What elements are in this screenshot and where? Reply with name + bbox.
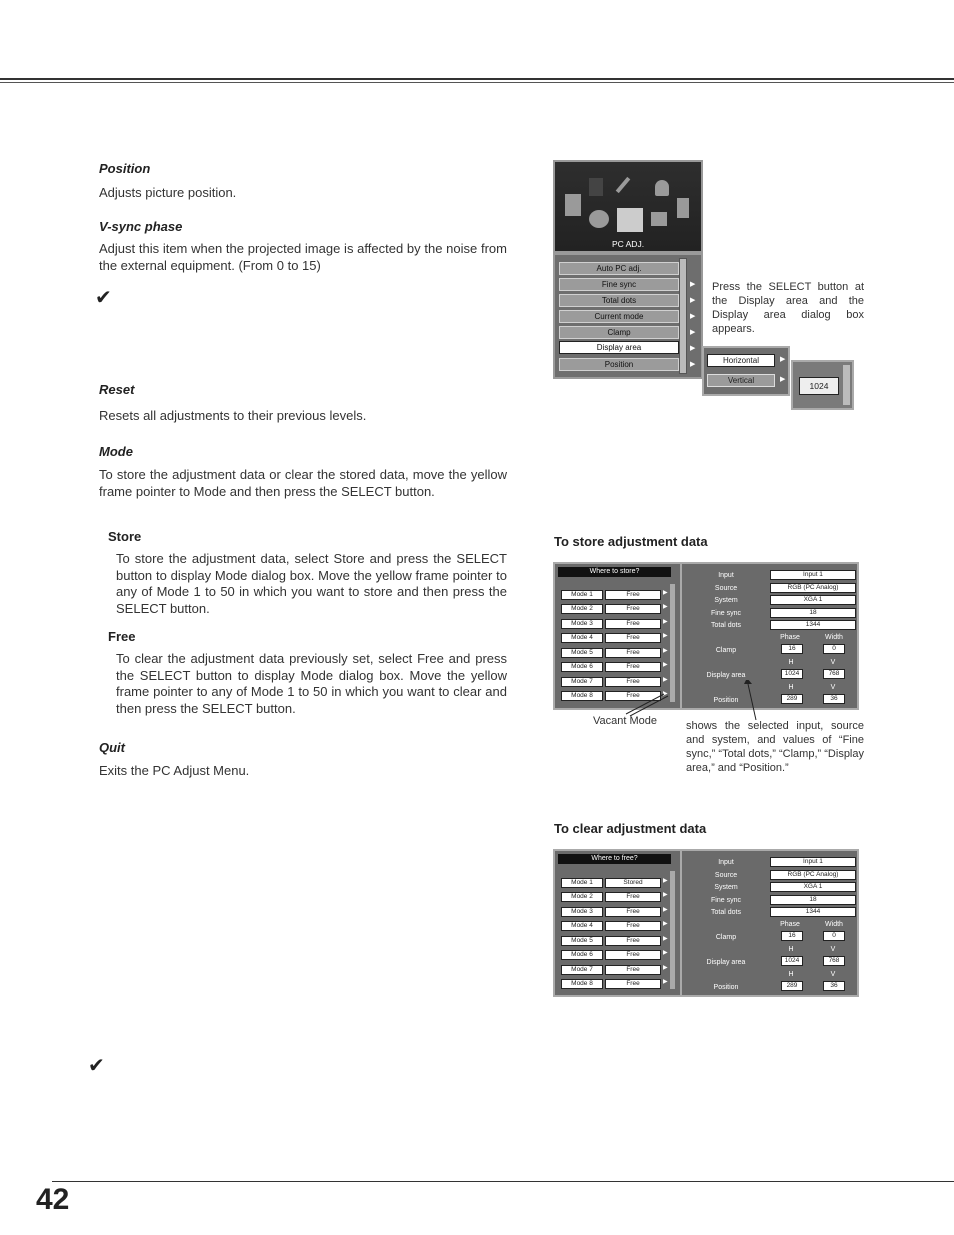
store-body: To store the adjustment data, select Store and press the SELECT button to display Mode dialog box. Move the yellow frame pointer to any of Mode 1 to 50 in which you want to store and then press the SELECT button.	[116, 551, 507, 616]
mode-value: Free	[605, 604, 661, 614]
arrow-right-icon: ▶	[663, 979, 668, 985]
menu-item-position[interactable]: Position	[559, 358, 679, 371]
mode-list-pane	[555, 851, 682, 995]
mode-label: Mode 3	[561, 907, 603, 917]
footer-rule	[52, 1181, 954, 1182]
mode-row[interactable]	[561, 950, 679, 960]
info-value: 1344	[770, 620, 856, 630]
check-icon-bottom: ✔	[88, 1055, 105, 1077]
mode-value: Free	[605, 979, 661, 989]
clear-mode-screen	[553, 849, 859, 997]
arrow-right-icon: ▶	[690, 361, 696, 368]
info-value: 0	[823, 644, 845, 654]
info-label: Width	[825, 634, 843, 641]
mode-value: Free	[605, 648, 661, 658]
arrow-right-icon: ▶	[663, 950, 668, 956]
mode-value: Free	[605, 965, 661, 975]
mode-row[interactable]	[561, 936, 679, 946]
display-area-value-box	[791, 360, 854, 410]
arrow-right-icon: ▶	[690, 345, 696, 352]
mode-value: Free	[605, 590, 661, 600]
mode-value: Free	[605, 662, 661, 672]
info-value: RGB (PC Analog)	[770, 583, 856, 593]
header-rule	[0, 78, 954, 80]
info-value: XGA 1	[770, 595, 856, 605]
pc-adj-icon	[617, 208, 643, 232]
mode-row[interactable]	[561, 979, 679, 989]
menu-icon-1	[565, 194, 581, 216]
info-label: Display area	[706, 959, 746, 966]
info-label: V	[830, 971, 836, 978]
arrow-right-icon: ▶	[663, 965, 668, 971]
info-value: 36	[823, 981, 845, 991]
arrow-right-icon: ▶	[663, 648, 668, 654]
info-label: Total dots	[711, 622, 741, 629]
menu-scrollbar[interactable]	[679, 258, 687, 374]
info-label: H	[788, 946, 794, 953]
arrow-right-icon: ▶	[690, 329, 696, 336]
arrow-right-icon: ▶	[663, 691, 668, 697]
info-label: Source	[714, 585, 738, 592]
store-dialog-title: Where to store?	[558, 567, 671, 577]
mode-label: Mode 5	[561, 648, 603, 658]
info-label: H	[788, 659, 794, 666]
mode-row[interactable]	[561, 633, 679, 643]
info-value: 1024	[781, 669, 803, 679]
arrow-right-icon: ▶	[663, 921, 668, 927]
store-heading: Store	[108, 529, 142, 544]
mode-value: Free	[605, 921, 661, 931]
menu-icon-4	[655, 180, 669, 196]
mode-row[interactable]	[561, 892, 679, 902]
mode-heading: Mode	[99, 444, 133, 459]
arrow-right-icon: ▶	[663, 936, 668, 942]
menu-item-current-mode[interactable]: Current mode	[559, 310, 679, 323]
info-label: Fine sync	[711, 897, 741, 904]
mode-row[interactable]	[561, 590, 679, 600]
mode-label: Mode 7	[561, 677, 603, 687]
info-value: 768	[823, 669, 845, 679]
mode-value: Free	[605, 907, 661, 917]
info-value: 18	[770, 608, 856, 618]
check-icon: ✔	[95, 287, 112, 309]
display-area-submenu	[702, 346, 790, 396]
info-value: 289	[781, 694, 803, 704]
mode-label: Mode 4	[561, 633, 603, 643]
mode-label: Mode 5	[561, 936, 603, 946]
menu-title: PC ADJ.	[611, 239, 645, 249]
menu-icon-5	[677, 198, 689, 218]
arrow-right-icon: ▶	[663, 878, 668, 884]
arrow-right-icon: ▶	[663, 892, 668, 898]
mode-label: Mode 2	[561, 604, 603, 614]
info-label: Clamp	[715, 934, 737, 941]
page-number: 42	[36, 1183, 70, 1216]
mode-row[interactable]	[561, 921, 679, 931]
free-body: To clear the adjustment data previously set, select Free and press the SELECT button to display Mode dialog box. Move the yellow frame pointer to any of Mode 1 to 50 in which you want to clear and then press the SELECT button.	[116, 651, 507, 716]
arrow-right-icon: ▶	[663, 604, 668, 610]
mode-row[interactable]	[561, 907, 679, 917]
info-value: 16	[781, 644, 803, 654]
arrow-right-icon: ▶	[663, 677, 668, 683]
info-label: System	[714, 884, 738, 891]
mode-value: Free	[605, 619, 661, 629]
mode-label: Mode 3	[561, 619, 603, 629]
mode-label: Mode 4	[561, 921, 603, 931]
info-value: XGA 1	[770, 882, 856, 892]
menu-item-total-dots[interactable]: Total dots	[559, 294, 679, 307]
mode-label: Mode 6	[561, 662, 603, 672]
clear-section-heading: To clear adjustment data	[554, 821, 707, 836]
info-label: H	[788, 971, 794, 978]
display-area-value[interactable]: 1024	[799, 377, 839, 395]
menu-item-clamp[interactable]: Clamp	[559, 326, 679, 339]
info-label: Input	[718, 859, 734, 866]
header-rule-thin	[0, 82, 954, 83]
menu-icon-6	[589, 210, 609, 228]
info-label: Phase	[780, 634, 800, 641]
info-value: 1344	[770, 907, 856, 917]
value-scrollbar[interactable]	[843, 365, 850, 405]
info-value: 289	[781, 981, 803, 991]
info-label: V	[830, 659, 836, 666]
vertical-option[interactable]: Vertical	[707, 374, 775, 387]
vsync-heading: V-sync phase	[99, 219, 183, 234]
mode-row[interactable]	[561, 662, 679, 672]
mode-row[interactable]	[561, 878, 679, 888]
mode-row[interactable]	[561, 619, 679, 629]
quit-body: Exits the PC Adjust Menu.	[99, 763, 250, 778]
display-area-callout: Press the SELECT button at the Display area and the Display area dialog box appears.	[712, 281, 864, 335]
info-label: Fine sync	[711, 610, 741, 617]
info-label: V	[830, 946, 836, 953]
info-value: 1024	[781, 956, 803, 966]
info-value: Input 1	[770, 857, 856, 867]
menu-icon-8	[651, 212, 667, 226]
info-label: Width	[825, 921, 843, 928]
menu-icon-2	[589, 178, 603, 196]
mode-label: Mode 1	[561, 590, 603, 600]
info-value: RGB (PC Analog)	[770, 870, 856, 880]
info-value: 36	[823, 694, 845, 704]
mode-row[interactable]	[561, 965, 679, 975]
mode-row[interactable]	[561, 648, 679, 658]
info-label: Input	[718, 572, 734, 579]
info-value: 0	[823, 931, 845, 941]
vsync-body: Adjust this item when the projected image is affected by the noise from the external equipment. (From 0 to 15)	[99, 241, 507, 273]
info-label: Position	[713, 697, 739, 704]
arrow-right-icon: ▶	[780, 356, 786, 363]
menu-item-display-area[interactable]: Display area	[559, 341, 679, 354]
mode-value: Free	[605, 892, 661, 902]
mode-value: Free	[605, 950, 661, 960]
vacant-mode-caption: Vacant Mode	[593, 715, 658, 727]
mode-value: Free	[605, 936, 661, 946]
arrow-right-icon: ▶	[690, 281, 696, 288]
mode-row[interactable]	[561, 604, 679, 614]
mode-label: Mode 8	[561, 691, 603, 701]
info-label: Source	[714, 872, 738, 879]
info-value: 18	[770, 895, 856, 905]
info-value: Input 1	[770, 570, 856, 580]
info-label: Phase	[780, 921, 800, 928]
info-label: V	[830, 684, 836, 691]
mode-label: Mode 1	[561, 878, 603, 888]
arrow-right-icon: ▶	[663, 633, 668, 639]
arrow-right-icon: ▶	[663, 662, 668, 668]
mode-value: Stored	[605, 878, 661, 888]
info-label: Clamp	[715, 647, 737, 654]
menu-icon-3	[616, 177, 631, 193]
mode-scrollbar[interactable]	[670, 871, 675, 989]
horizontal-option[interactable]: Horizontal	[707, 354, 775, 367]
info-label: Position	[713, 984, 739, 991]
mode-value: Free	[605, 633, 661, 643]
arrow-right-icon: ▶	[663, 907, 668, 913]
arrow-right-icon: ▶	[690, 313, 696, 320]
info-label: System	[714, 597, 738, 604]
reset-heading: Reset	[99, 382, 135, 397]
arrow-right-icon: ▶	[780, 376, 786, 383]
mode-value: Free	[605, 677, 661, 687]
mode-label: Mode 6	[561, 950, 603, 960]
mode-value: Free	[605, 691, 661, 701]
info-label: Total dots	[711, 909, 741, 916]
mode-label: Mode 7	[561, 965, 603, 975]
reset-body: Resets all adjustments to their previous levels.	[99, 408, 367, 423]
pc-adj-menu-list	[553, 253, 703, 379]
mode-label: Mode 2	[561, 892, 603, 902]
info-value: 16	[781, 931, 803, 941]
pc-adj-menu-header	[553, 160, 703, 253]
info-label: H	[788, 684, 794, 691]
quit-heading: Quit	[99, 740, 125, 755]
position-body: Adjusts picture position.	[99, 185, 237, 200]
menu-item-fine-sync[interactable]: Fine sync	[559, 278, 679, 291]
arrow-right-icon: ▶	[663, 590, 668, 596]
clear-dialog-title: Where to free?	[558, 854, 671, 864]
menu-item-auto-pc-adj[interactable]: Auto PC adj.	[559, 262, 679, 275]
arrow-right-icon: ▶	[663, 619, 668, 625]
mode-label: Mode 8	[561, 979, 603, 989]
info-label: Display area	[706, 672, 746, 679]
info-caption: shows the selected input, source and system, and values of “Fine sync,” “Total dots,” “Clamp,” “Display area,” and “Position.”	[686, 720, 864, 774]
store-section-heading: To store adjustment data	[554, 534, 708, 549]
arrow-right-icon: ▶	[690, 297, 696, 304]
free-heading: Free	[108, 629, 136, 644]
mode-body: To store the adjustment data or clear the stored data, move the yellow frame pointer to Mode and then press the SELECT button.	[99, 467, 507, 499]
position-heading: Position	[99, 161, 151, 176]
info-value: 768	[823, 956, 845, 966]
info-pane	[682, 851, 857, 995]
